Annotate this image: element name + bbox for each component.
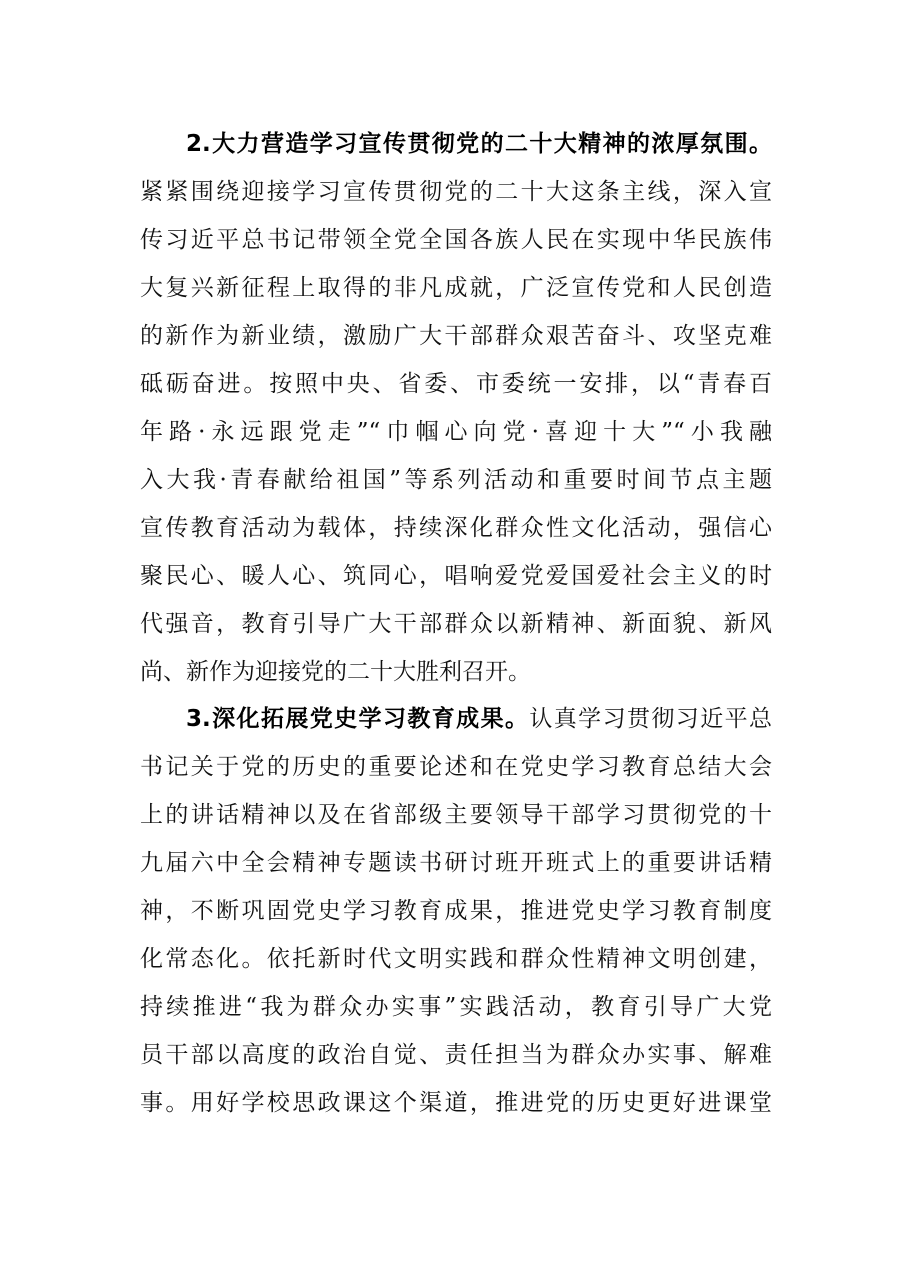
text-line: 聚民心、暖人心、筑同心，唱响爱党爱国爱社会主义的时 <box>140 563 772 589</box>
text-line: 传习近平总书记带领全党全国各族人民在实现中华民族伟 <box>140 227 772 253</box>
text-line: 尚、新作为迎接党的二十大胜利召开。 <box>140 659 531 685</box>
text-line: 员干部以高度的政治自觉、责任担当为群众办实事、解难 <box>140 1042 772 1068</box>
heading-text: 2.大力营造学习宣传贯彻党的二十大精神的浓厚氛围。 <box>186 131 772 157</box>
text-line: 代强音，教育引导广大干部群众以新精神、新面貌、新风 <box>140 611 772 637</box>
paragraph-heading <box>140 120 772 168</box>
text-line: 持续推进“我为群众办实事”实践活动，教育引导广大党 <box>140 994 772 1020</box>
text-line: 宣传教育活动为载体，持续深化群众性文化活动，强信心 <box>140 515 772 541</box>
paragraph-2 <box>140 120 772 696</box>
text-line: 的新作为新业绩，激励广大干部群众艰苦奋斗、攻坚克难 <box>140 323 772 349</box>
text-line: 神，不断巩固党史学习教育成果，推进党史学习教育制度 <box>140 898 772 924</box>
text-line: 九届六中全会精神专题读书研讨班开班式上的重要讲话精 <box>140 850 772 876</box>
text-line: 化常态化。依托新时代文明实践和群众性精神文明创建， <box>140 946 772 972</box>
text-line: 年路·永远跟党走”“巾帼心向党·喜迎十大”“小我融 <box>140 419 772 445</box>
text-line: 上的讲话精神以及在省部级主要领导干部学习贯彻党的十 <box>140 802 772 828</box>
text-line: 书记关于党的历史的重要论述和在党史学习教育总结大会 <box>140 754 772 780</box>
text-line: 大复兴新征程上取得的非凡成就，广泛宣传党和人民创造 <box>140 275 772 301</box>
paragraph-3 <box>140 695 772 1127</box>
text-line: 事。用好学校思政课这个渠道，推进党的历史更好进课堂 <box>140 1090 772 1116</box>
text-line: 砥砺奋进。按照中央、省委、市委统一安排，以“青春百 <box>140 371 772 397</box>
text-line: 入大我·青春献给祖国”等系列活动和重要时间节点主题 <box>140 467 772 493</box>
text-line: 紧紧围绕迎接学习宣传贯彻党的二十大这条主线，深入宣 <box>140 179 772 205</box>
heading-text: 3.深化拓展党史学习教育成果。 <box>186 706 530 732</box>
body-text: 认真学习贯彻习近平总 <box>529 706 772 732</box>
paragraph-first-line <box>140 695 772 743</box>
